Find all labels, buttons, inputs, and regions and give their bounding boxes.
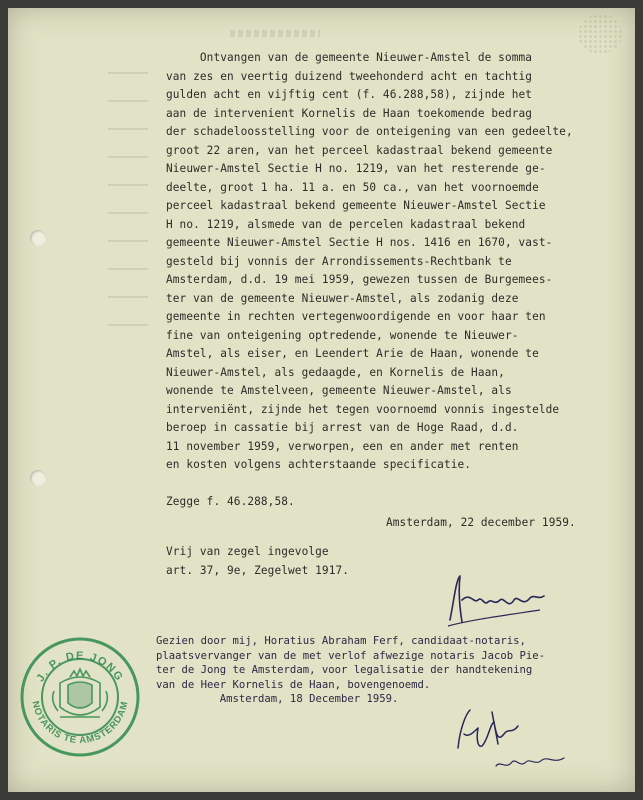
document-page bbox=[8, 8, 635, 792]
legalization-line: van de Heer Kornelis de Haan, bovengenoemd. bbox=[156, 678, 431, 691]
body-line: interveniënt, zijnde het tegen voornoemd vonnis ingestelde bbox=[166, 402, 560, 416]
body-line: Nieuwer-Amstel Sectie H no. 1219, van het resterende ge- bbox=[166, 162, 546, 175]
body-line: fine van onteigening optredende, wonende te Nieuwer- bbox=[166, 328, 519, 342]
legalization-line: plaatsvervanger van de met verlof afwezige notaris Jacob Pie- bbox=[156, 649, 546, 662]
body-line: perceel kadastraal bekend gemeente Nieuwer-Amstel Sectie bbox=[166, 199, 546, 212]
bleed-through bbox=[108, 58, 148, 328]
exemption-line: art. 37, 9e, Zegelwet 1917. bbox=[166, 564, 350, 577]
body-line: van zes en veertig duizend tweehonderd acht en tachtig bbox=[166, 69, 533, 83]
body-line: H no. 1219, alsmede van de percelen kadastraal bekend bbox=[166, 217, 526, 231]
body-line: deelte, groot 1 ha. 11 a. en 50 ca., van het voornoemde bbox=[166, 180, 539, 194]
emboss-dots bbox=[578, 14, 622, 54]
notary-seal bbox=[16, 633, 144, 761]
body-line: aan de intervenient Kornelis de Haan toekomende bedrag bbox=[166, 106, 533, 120]
signature-kornelis-de-haan bbox=[440, 570, 550, 630]
signature-ferf bbox=[448, 704, 578, 780]
body-line: gulden acht en vijftig cent (f. 46.288,58), zijnde het bbox=[166, 88, 533, 101]
legalization-line: Amsterdam, 18 December 1959. bbox=[156, 693, 399, 705]
body-line: Nieuwer-Amstel, als gedaagde, en Kornelis de Haan, bbox=[166, 365, 505, 379]
body-line: gemeente in rechten vertegenwoordigende en voor haar ten bbox=[166, 310, 546, 323]
body-line: ter van de gemeente Nieuwer-Amstel, als zodanig deze bbox=[166, 291, 519, 305]
body-line: en kosten volgens achterstaande specificatie. bbox=[166, 458, 472, 471]
legalization-line: ter de Jong te Amsterdam, voor legalisatie der handtekening bbox=[156, 664, 533, 676]
body-line: groot 22 aren, van het perceel kadastraal bekend gemeente bbox=[166, 143, 553, 157]
exemption-line: Vrij van zegel ingevolge bbox=[166, 545, 329, 558]
body-line: gemeente Nieuwer-Amstel Sectie H nos. 1416 en 1670, vast- bbox=[166, 236, 553, 249]
body-line: wonende te Amstelveen, gemeente Nieuwer-Amstel, als bbox=[166, 384, 512, 397]
legalization-line: Gezien door mij, Horatius Abraham Ferf, candidaat-notaris, bbox=[156, 635, 526, 647]
coat-of-arms-icon bbox=[53, 669, 108, 717]
body-line: 11 november 1959, verworpen, een en ander met renten bbox=[166, 439, 519, 453]
body-line: der schadeloosstelling voor de onteigening van een gedeelte, bbox=[166, 125, 573, 138]
body-line: Ontvangen van de gemeente Nieuwer-Amstel de somma bbox=[166, 51, 533, 64]
punch-hole-bottom bbox=[30, 470, 46, 486]
seal-text-top: J. P. DE JONG bbox=[34, 649, 126, 684]
body-line: beroep in cassatie bij arrest van de Hoge Raad, d.d. bbox=[166, 421, 519, 434]
zegge-line: Zegge f. 46.288,58. bbox=[166, 495, 295, 508]
punch-hole-top bbox=[30, 230, 46, 246]
header-bleed bbox=[230, 30, 320, 37]
body-line: Amstel, als eiser, en Leendert Arie de Haan, wonende te bbox=[166, 347, 539, 360]
body-line: gesteld bij vonnis der Arrondissements-Rechtbank te bbox=[166, 254, 512, 268]
seal-text-bottom: NOTARIS TE AMSTERDAM bbox=[29, 699, 131, 747]
place-date: Amsterdam, 22 december 1959. bbox=[386, 516, 576, 529]
body-line: Amsterdam, d.d. 19 mei 1959, gewezen tussen de Burgemees- bbox=[166, 273, 553, 286]
